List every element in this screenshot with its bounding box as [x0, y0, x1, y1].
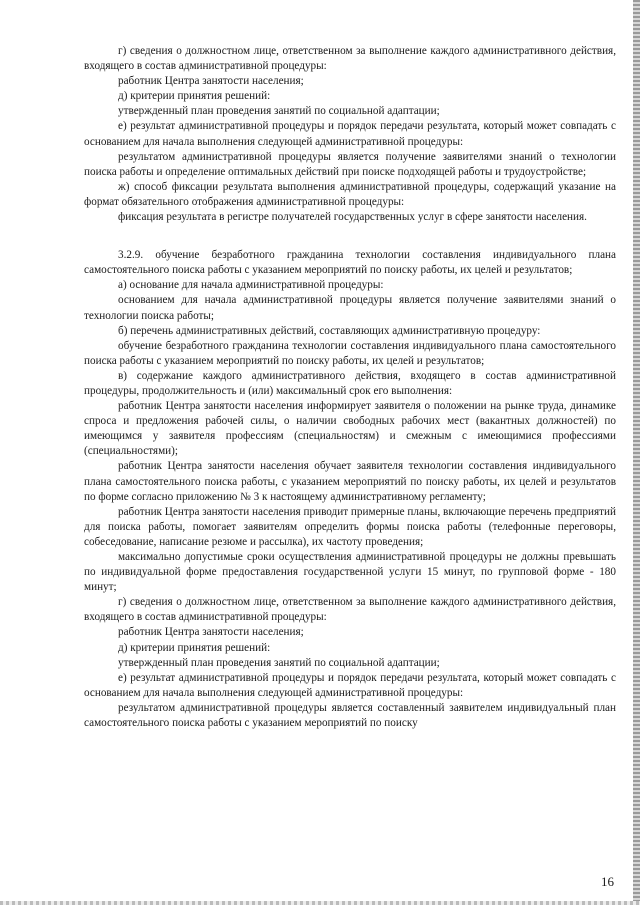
- section-heading: 3.2.9. обучение безработного гражданина технологии составления индивидуального плана самостоятельного поиска работы с указанием мероприятий по поиску работы, их целей и результатов;: [84, 249, 616, 277]
- paragraph: е) результат административной процедуры и порядок передачи результата, который может совпадать с основанием для начала выполнения следующей административной процедуры:: [84, 120, 616, 148]
- scan-edge-right: [633, 0, 640, 905]
- paragraph: б) перечень административных действий, составляющих административную процедуру:: [118, 324, 541, 337]
- paragraph: г) сведения о должностном лице, ответственном за выполнение каждого административного действия, входящего в состав административной процедуры:: [84, 596, 616, 624]
- paragraph: г) сведения о должностном лице, ответственном за выполнение каждого административного действия, входящего в состав административной процедуры:: [84, 45, 616, 73]
- paragraph: результатом административной процедуры является получение заявителями знаний о технологии поиска работы и определение оптимальных действий при поиске подходящей работы и трудоустройстве;: [84, 150, 616, 178]
- paragraph: результатом административной процедуры является составленный заявителем индивидуальный план самостоятельного поиска работы с указанием мероприятий по поиску: [84, 701, 616, 730]
- body-text: [84, 44, 616, 731]
- page-number: 16: [601, 874, 614, 889]
- paragraph: работник Центра занятости населения;: [118, 626, 304, 639]
- paragraph: работник Центра занятости населения обучает заявителя технологии составления индивидуального плана самостоятельного поиска работы, с указанием мероприятий по поиску работы, их целей и результатов по форме согласно приложению № 3 к настоящему административному регламенту;: [84, 460, 616, 503]
- paragraph: работник Центра занятости населения информирует заявителя о положении на рынке труда, динамике спроса и предложения рабочей силы, о наличии свободных рабочих мест (вакантных должностей) по имеющимся у заявителя профессиям (специальностям) и смежным с имеющимися профессиями (специальностями);: [84, 400, 616, 458]
- paragraph: фиксация результата в регистре получателей государственных услуг в сфере занятости населения.: [118, 211, 587, 224]
- paragraph: д) критерии принятия решений:: [118, 90, 271, 103]
- paragraph: утвержденный план проведения занятий по социальной адаптации;: [118, 105, 440, 118]
- paragraph: максимально допустимые сроки осуществления административной процедуры не должны превышать по индивидуальной форме предоставления государственной услуги 15 минут, по групповой форме - 180 минут;: [84, 551, 616, 594]
- paragraph: ж) способ фиксации результата выполнения административной процедуры, содержащий указание на формат обязательного отображения административной процедуры:: [84, 180, 616, 208]
- paragraph: обучение безработного гражданина технологии составления индивидуального плана самостоятельного поиска работы с указанием мероприятий по поиску работы, их целей и результатов;: [84, 339, 616, 367]
- paragraph: е) результат административной процедуры и порядок передачи результата, который может совпадать с основанием для начала выполнения следующей административной процедуры:: [84, 671, 616, 699]
- scan-edge-bottom: [0, 901, 640, 905]
- paragraph: в) содержание каждого административного действия, входящего в состав административной процедуры, продолжительность и (или) максимальный срок его выполнения:: [84, 369, 616, 397]
- paragraph: работник Центра занятости населения;: [118, 75, 304, 88]
- paragraph: основанием для начала административной процедуры является получение заявителями знаний о технологии поиска работы;: [84, 294, 616, 322]
- paragraph: утвержденный план проведения занятий по социальной адаптации;: [118, 656, 440, 669]
- paragraph: а) основание для начала административной процедуры:: [118, 279, 384, 292]
- paragraph: д) критерии принятия решений:: [118, 641, 271, 654]
- paragraph: работник Центра занятости населения приводит примерные планы, включающие перечень предприятий для поиска работы, помогает заявителям определить формы поиска работы (телефонные переговоры, собеседование, написание резюме и рассылка), их частоту проведения;: [84, 505, 616, 548]
